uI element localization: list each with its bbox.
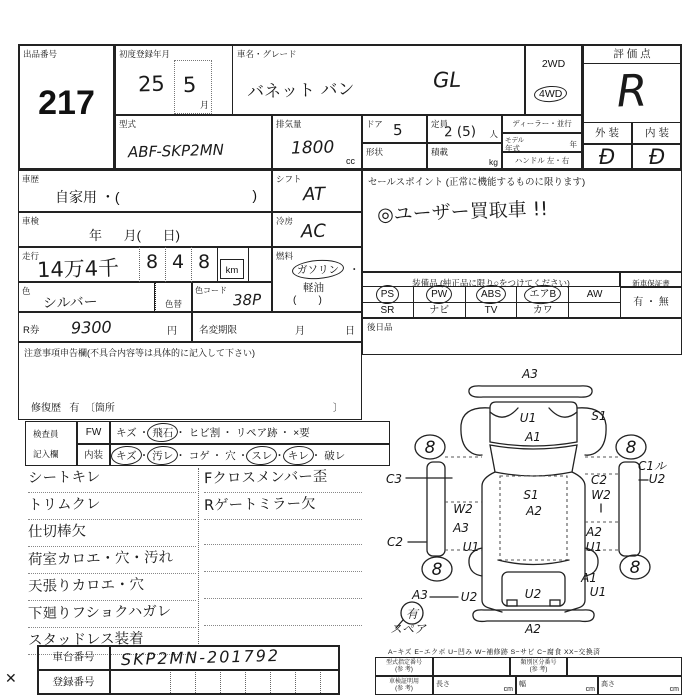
warranty-value: 有 ・ 無 xyxy=(633,297,669,308)
score-ext-label: 外 装 xyxy=(582,122,632,144)
mileage-digit: 4 xyxy=(171,251,185,273)
width-box xyxy=(516,676,598,695)
r-ticket-label: R券 xyxy=(23,325,40,336)
inspector-fw-box: FW xyxy=(77,421,110,444)
empty-note-line xyxy=(204,518,362,545)
name-grade-label: 車名・グレード xyxy=(237,49,297,59)
warranty-value-box xyxy=(620,287,682,318)
score-title-text: 評 価 点 xyxy=(613,48,651,60)
damage-code-U1: U1 xyxy=(585,540,603,554)
damage-code-8: 8 xyxy=(625,438,637,458)
notice-box xyxy=(18,342,362,420)
damage-code-U2: U2 xyxy=(460,590,478,604)
equipment-option: カワ xyxy=(517,303,569,317)
damage-code-W2: W2 xyxy=(591,488,611,502)
class-no-value-box xyxy=(567,657,682,676)
color-code-label: 色コード xyxy=(195,286,227,295)
cert-label: 車検証明用 xyxy=(388,679,419,685)
shift-value: AT xyxy=(302,183,326,206)
type-no-ref: (参 考) xyxy=(395,666,413,673)
history-paren-close: ) xyxy=(252,187,257,203)
inspector-interior-items: キズ ・ 汚レ ・ コゲ ・ 穴 ・ スレ ・ キレ ・ 破レ xyxy=(110,444,390,466)
equipment-option: エアB xyxy=(517,287,569,302)
notice-label: 注意事項申告欄(不具合内容等は具体的に記入して下さい) xyxy=(24,348,255,358)
height-label: 高さ xyxy=(601,681,615,688)
color-code-box xyxy=(192,282,272,312)
right-rocker xyxy=(619,462,640,556)
capacity-unit: 人 xyxy=(489,129,498,139)
damage-code-A2: A2 xyxy=(586,525,602,539)
doors-value: 5 xyxy=(392,120,403,140)
model-code-label: 型式 xyxy=(119,119,137,129)
color-code-value: 38P xyxy=(232,290,262,310)
empty-note-line xyxy=(204,599,362,626)
equipment-option: AW xyxy=(586,289,603,300)
repair-history: 修復歴 有 〔箇所 xyxy=(31,403,115,414)
class-no-label-box xyxy=(510,657,567,676)
mileage-digit: 8 xyxy=(197,251,211,273)
class-no-label: 類別区分番号 xyxy=(520,660,557,666)
x-mark: ✕ xyxy=(5,671,17,687)
car-name: バネット バン xyxy=(246,79,355,103)
damage-code-U2: U2 xyxy=(648,472,666,486)
shape-label: 形状 xyxy=(366,147,384,157)
inspector-fw-items: キズ ・ 飛石 ・ ヒビ割 ・ リペア跡 ・ ×要 xyxy=(110,421,390,444)
damage-code-A2: A2 xyxy=(526,504,542,518)
equipment-option: TV xyxy=(466,303,518,317)
score-int-label: 内 装 xyxy=(632,122,682,144)
inspector-label-1: 検査員 xyxy=(33,429,59,439)
damage-code-A3: A3 xyxy=(522,367,538,381)
r-ticket-box xyxy=(18,312,192,342)
sales-point-label: セールスポイント (正常に機能するものに限ります) xyxy=(368,177,586,188)
empty-note-line xyxy=(204,545,362,572)
length-unit: cm xyxy=(503,686,513,693)
rear-window xyxy=(498,560,569,565)
notes-left xyxy=(28,466,196,655)
rear-bumper xyxy=(473,610,594,622)
notes-right-empty xyxy=(204,518,362,626)
inspector-interior-box: 内装 xyxy=(77,444,110,466)
name-grade-box xyxy=(232,45,525,115)
shaken-value: 年 月( 日) xyxy=(89,228,181,243)
note-line: Rゲートミラー欠 xyxy=(204,493,362,520)
damage-code-C2: C2 xyxy=(386,535,404,549)
damage-legend: A−キズ E−エクボ U−凹み W−補修跡 S−サビ C−腐食 XX−交換済 xyxy=(388,649,601,656)
note-line: 荷室カロエ・穴・汚れ xyxy=(28,547,196,574)
car-damage-diagram xyxy=(362,350,694,650)
lot-number-box xyxy=(18,44,115,170)
chassis-value-box xyxy=(110,645,340,670)
fuel-gasoline-circled: ガソリン xyxy=(297,264,339,276)
color-change-label: 色替 xyxy=(164,299,182,309)
sales-point-note: ◎ユーザー買取車 !! xyxy=(376,198,549,226)
dealer-box: ディーラー・並行 xyxy=(502,115,582,133)
model-code-value: ABF-SKP2MN xyxy=(127,140,225,162)
shift-box xyxy=(272,170,362,212)
note-line: スタッドレス装着 xyxy=(28,628,196,655)
width-label: 幅 xyxy=(519,681,526,688)
length-box xyxy=(433,676,516,695)
displacement-box xyxy=(272,115,362,170)
fuel-box xyxy=(272,247,362,312)
cert-ref: (参 考) xyxy=(395,685,413,692)
capacity-box xyxy=(427,115,502,143)
fuel-diesel: 軽油 xyxy=(303,282,324,294)
body-right xyxy=(565,472,585,612)
month-unit: 月 xyxy=(199,100,209,110)
score-title xyxy=(582,45,682,64)
width-unit: cm xyxy=(585,686,595,693)
car-grade: GL xyxy=(432,67,462,93)
aircon-label: 冷房 xyxy=(276,216,294,226)
load-unit: kg xyxy=(489,157,498,167)
damage-code-U2: U2 xyxy=(524,587,542,601)
first-registration-label: 初度登録年月 xyxy=(119,49,171,59)
doors-label: ドア xyxy=(366,119,383,129)
first-registration-box xyxy=(115,45,233,115)
mileage-digits xyxy=(139,251,217,273)
chassis-label-box xyxy=(37,645,110,670)
name-change-month: 月 xyxy=(295,326,305,337)
history-value: 自家用 ・( xyxy=(55,189,120,205)
score-int-value: Đ xyxy=(632,144,682,170)
model-year-box xyxy=(502,133,582,152)
model-year-unit: 年 xyxy=(569,140,577,149)
damage-code-A1: A1 xyxy=(525,430,541,444)
empty-note-line xyxy=(204,572,362,599)
note-line: 天張りカロエ・穴 xyxy=(28,574,196,601)
registration-label: 登録番号 xyxy=(52,676,95,688)
model-code-box xyxy=(115,115,272,170)
equipment-option: PW xyxy=(414,287,466,302)
damage-code-A2: A2 xyxy=(525,622,541,636)
history-box xyxy=(18,170,272,212)
left-rocker xyxy=(427,462,445,556)
repair-paren-close: 〕 xyxy=(333,403,343,414)
mileage-value: 14万4千 xyxy=(36,255,120,283)
shaken-label: 車検 xyxy=(22,216,40,226)
name-change-day: 日 xyxy=(345,326,355,337)
spare-tire-label: スペア xyxy=(389,622,427,636)
first-registration-month: 5 xyxy=(182,72,197,98)
color-change-box xyxy=(155,282,192,312)
capacity-value: 2 (5) xyxy=(443,123,477,141)
length-label: 長さ xyxy=(436,681,450,688)
chassis-number: SKP2MN-201792 xyxy=(120,645,281,670)
shape-box xyxy=(362,143,427,170)
damage-code-A3: A3 xyxy=(453,521,469,535)
damage-code-U1: U1 xyxy=(519,411,537,425)
note-line: 仕切棒欠 xyxy=(28,520,196,547)
score-ext-value: Đ xyxy=(582,144,632,170)
damage-code-8: 8 xyxy=(431,560,443,580)
load-label: 積載 xyxy=(431,147,449,157)
damage-code-S1: S1 xyxy=(591,409,607,423)
load-box xyxy=(427,143,502,170)
equipment-option: ABS xyxy=(466,287,518,302)
damage-marks xyxy=(386,367,667,636)
equipment-row-2 xyxy=(362,303,620,318)
body-left xyxy=(482,472,502,612)
color-box xyxy=(18,282,155,312)
displacement-unit: cc xyxy=(346,156,355,166)
fuel-paren: ( ) xyxy=(293,295,322,306)
note-line: 下廻りフショクハガレ xyxy=(28,601,196,628)
shaken-box xyxy=(18,212,272,247)
note-line: シートキレ xyxy=(28,466,196,493)
mileage-label: 走行 xyxy=(22,251,40,261)
color-value: シルバー xyxy=(42,294,98,312)
damage-code-A3: A3 xyxy=(412,588,428,602)
type-no-value-box xyxy=(433,657,510,676)
aircon-value: AC xyxy=(300,220,327,243)
windshield xyxy=(490,445,577,476)
chassis-label: 車台番号 xyxy=(52,651,95,663)
mileage-digit: 8 xyxy=(145,251,159,273)
damage-code-W2: W2 xyxy=(453,502,473,516)
damage-code-U1: U1 xyxy=(589,585,607,599)
notes-right xyxy=(204,466,362,520)
type-no-label-box xyxy=(375,657,433,676)
registration-value-box xyxy=(110,670,340,695)
fuel-label: 燃料 xyxy=(276,251,294,261)
height-box xyxy=(598,676,682,695)
damage-code-8: 8 xyxy=(424,438,436,458)
handle-box: ハンドル 左・右 xyxy=(502,152,582,170)
damage-code-8: 8 xyxy=(629,558,641,578)
sales-point-box xyxy=(362,170,682,272)
damage-code-S1: S1 xyxy=(523,488,539,502)
equipment-option: PS xyxy=(362,287,414,302)
registration-label-box xyxy=(37,670,110,695)
score-overall: R xyxy=(615,65,649,118)
equipment-row-1 xyxy=(362,287,620,303)
model-year-small: モデル xyxy=(505,137,525,144)
spare-tire-mark: 有 xyxy=(405,607,419,621)
name-change-box xyxy=(192,312,362,342)
note-line: トリムクレ xyxy=(28,493,196,520)
aircon-box xyxy=(272,212,362,247)
mileage-unit-box xyxy=(220,259,244,279)
history-label: 車歴 xyxy=(22,174,40,184)
equipment-option: ナビ xyxy=(414,303,466,317)
equipment-label: 装備品 (純正品に限り○をつけてください) xyxy=(412,278,570,288)
drive-type-box xyxy=(525,45,582,115)
equipment-option xyxy=(569,303,620,317)
inspector-label-2: 記入欄 xyxy=(33,449,59,459)
color-label: 色 xyxy=(22,286,31,296)
model-year-label: 年式 xyxy=(505,144,520,153)
mileage-unit: km xyxy=(225,265,239,276)
note-line: Fクロスメンバー歪 xyxy=(204,466,362,493)
type-no-label: 型式指定番号 xyxy=(385,660,422,666)
lot-number-label: 出品番号 xyxy=(23,49,58,59)
damage-code-C3: C3 xyxy=(385,472,403,486)
later-items-label: 後日品 xyxy=(367,322,393,332)
damage-code-C2: C2 xyxy=(590,473,608,487)
r-ticket-unit: 円 xyxy=(167,326,177,337)
cert-label-box xyxy=(375,676,433,695)
damage-code-U1: U1 xyxy=(462,540,480,554)
warranty-label: 新車保証書 xyxy=(632,279,670,288)
drive-4wd-circled: 4WD xyxy=(539,88,563,100)
inspector-label-box xyxy=(25,421,77,466)
capacity-label: 定員 xyxy=(431,119,449,129)
displacement-value: 1800 xyxy=(290,137,335,159)
damage-code-C1ル: C1ル xyxy=(637,459,667,473)
equipment-option: SR xyxy=(362,303,414,317)
first-registration-month-box xyxy=(174,60,212,114)
height-unit: cm xyxy=(669,686,679,693)
lot-number: 217 xyxy=(38,84,95,122)
class-no-ref: (参 考) xyxy=(529,666,548,673)
damage-code-A1: A1 xyxy=(581,571,597,585)
drive-2wd: 2WD xyxy=(541,58,566,70)
doors-box xyxy=(362,115,427,143)
front-bumper xyxy=(469,386,592,397)
displacement-label: 排気量 xyxy=(276,119,302,129)
shift-label: シフト xyxy=(276,174,302,184)
r-ticket-value: 9300 xyxy=(70,317,112,338)
first-registration-year: 25 xyxy=(137,71,166,97)
warranty-label-box xyxy=(620,272,682,287)
fuel-dot: ・ xyxy=(349,264,360,276)
name-change-label: 名変期限 xyxy=(199,325,238,336)
